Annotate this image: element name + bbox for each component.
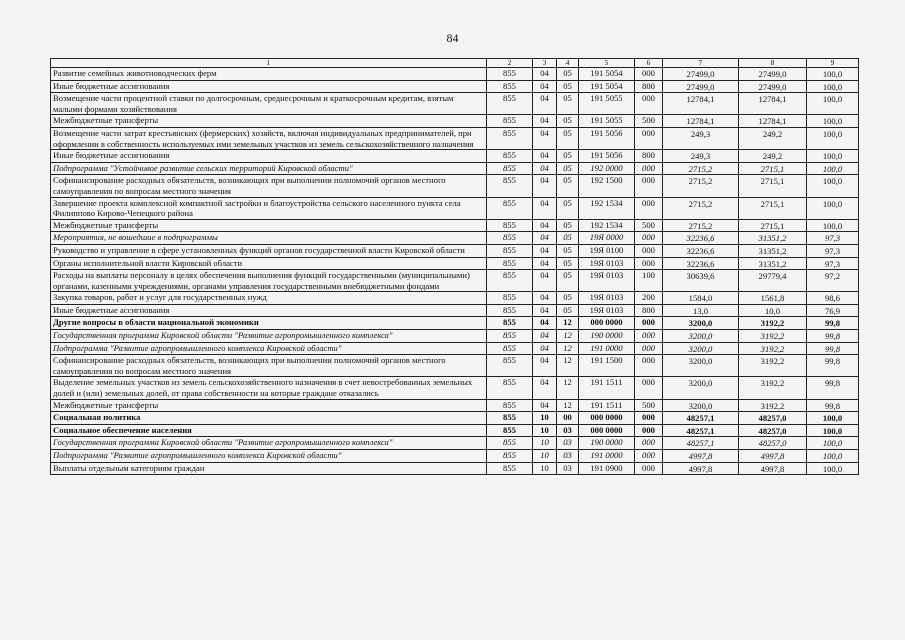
subsection-code-cell: 05 — [557, 197, 579, 219]
chapter-code-cell: 855 — [487, 342, 533, 355]
section-code-cell: 04 — [533, 93, 557, 115]
target-article-cell: 191 5056 — [579, 127, 635, 149]
table-row — [51, 292, 859, 305]
row-name-cell: Органы исполнительной власти Кировской области — [51, 257, 487, 270]
percent-cell: 100,0 — [807, 462, 859, 475]
subsection-code-cell: 12 — [557, 377, 579, 399]
percent-cell: 76,9 — [807, 304, 859, 317]
actual-amount-cell: 48257,0 — [739, 412, 807, 425]
table-row — [51, 330, 859, 343]
expense-type-cell: 200 — [635, 292, 663, 305]
page-number: 84 — [446, 31, 459, 45]
plan-amount-cell: 3200,0 — [663, 330, 739, 343]
row-name-cell: Завершение проекта комплексной компактной застройки и благоустройства сельского населенного пункта села Филиппово Кирово-Чепецкого района — [51, 197, 487, 219]
expense-type-cell: 000 — [635, 377, 663, 399]
header-cell: 1 — [51, 59, 487, 68]
target-article-cell: 192 0000 — [579, 162, 635, 175]
expense-type-cell: 000 — [635, 355, 663, 377]
target-article-cell: 191 1511 — [579, 399, 635, 412]
section-code-cell: 04 — [533, 244, 557, 257]
plan-amount-cell: 3200,0 — [663, 399, 739, 412]
percent-cell: 98,6 — [807, 292, 859, 305]
section-code-cell: 10 — [533, 462, 557, 475]
row-name-cell: Государственная программа Кировской области "Развитие агропромышленного комплекса" — [51, 330, 487, 343]
plan-amount-cell: 48257,1 — [663, 437, 739, 450]
expense-type-cell: 800 — [635, 150, 663, 163]
actual-amount-cell: 249,2 — [739, 150, 807, 163]
subsection-code-cell: 05 — [557, 115, 579, 128]
expense-type-cell: 000 — [635, 450, 663, 463]
subsection-code-cell: 05 — [557, 127, 579, 149]
plan-amount-cell: 3200,0 — [663, 377, 739, 399]
table-row — [51, 127, 859, 149]
subsection-code-cell: 03 — [557, 424, 579, 437]
subsection-code-cell: 12 — [557, 330, 579, 343]
row-name-cell: Софинансирование расходных обязательств, возникающих при выполнении полномочий органов местного самоуправления по вопросам местного значения — [51, 355, 487, 377]
percent-cell: 100,0 — [807, 450, 859, 463]
header-cell: 3 — [533, 59, 557, 68]
actual-amount-cell: 48257,0 — [739, 437, 807, 450]
plan-amount-cell: 48257,1 — [663, 424, 739, 437]
chapter-code-cell: 855 — [487, 462, 533, 475]
chapter-code-cell: 855 — [487, 304, 533, 317]
plan-amount-cell: 48257,1 — [663, 412, 739, 425]
header-cell: 9 — [807, 59, 859, 68]
percent-cell: 99,8 — [807, 330, 859, 343]
percent-cell: 99,8 — [807, 342, 859, 355]
subsection-code-cell: 12 — [557, 355, 579, 377]
expense-type-cell: 500 — [635, 115, 663, 128]
row-name-cell: Подпрограмма "Устойчивое развитие сельских территорий Кировской области" — [51, 162, 487, 175]
table-row — [51, 342, 859, 355]
row-name-cell: Социальное обеспечение населения — [51, 424, 487, 437]
row-name-cell: Софинансирование расходных обязательств, возникающих при выполнении полномочий органов местного самоуправления по вопросам местного значения — [51, 175, 487, 197]
target-article-cell: 192 1534 — [579, 219, 635, 232]
chapter-code-cell: 855 — [487, 219, 533, 232]
chapter-code-cell: 855 — [487, 244, 533, 257]
percent-cell: 100,0 — [807, 68, 859, 81]
plan-amount-cell: 13,0 — [663, 304, 739, 317]
row-name-cell: Подпрограмма "Развитие агропромышленного комплекса Кировской области" — [51, 342, 487, 355]
actual-amount-cell: 2715,1 — [739, 162, 807, 175]
target-article-cell: 19Я 0103 — [579, 257, 635, 270]
subsection-code-cell: 05 — [557, 232, 579, 245]
row-name-cell: Межбюджетные трансферты — [51, 219, 487, 232]
target-article-cell: 192 1500 — [579, 175, 635, 197]
chapter-code-cell: 855 — [487, 292, 533, 305]
percent-cell: 100,0 — [807, 197, 859, 219]
actual-amount-cell: 4997,8 — [739, 450, 807, 463]
actual-amount-cell: 48257,0 — [739, 424, 807, 437]
chapter-code-cell: 855 — [487, 399, 533, 412]
expense-type-cell: 500 — [635, 399, 663, 412]
table-row — [51, 450, 859, 463]
actual-amount-cell: 3192,2 — [739, 355, 807, 377]
row-name-cell: Закупка товаров, работ и услуг для государственных нужд — [51, 292, 487, 305]
chapter-code-cell: 855 — [487, 270, 533, 292]
chapter-code-cell: 855 — [487, 450, 533, 463]
percent-cell: 100,0 — [807, 93, 859, 115]
section-code-cell: 04 — [533, 162, 557, 175]
table-row — [51, 115, 859, 128]
plan-amount-cell: 4997,8 — [663, 450, 739, 463]
section-code-cell: 04 — [533, 232, 557, 245]
percent-cell: 100,0 — [807, 412, 859, 425]
section-code-cell: 04 — [533, 399, 557, 412]
row-name-cell: Межбюджетные трансферты — [51, 115, 487, 128]
percent-cell: 99,8 — [807, 377, 859, 399]
chapter-code-cell: 855 — [487, 197, 533, 219]
plan-amount-cell: 2715,2 — [663, 197, 739, 219]
target-article-cell: 191 0000 — [579, 450, 635, 463]
subsection-code-cell: 05 — [557, 292, 579, 305]
expense-type-cell: 000 — [635, 437, 663, 450]
chapter-code-cell: 855 — [487, 257, 533, 270]
expense-type-cell: 000 — [635, 93, 663, 115]
expense-type-cell: 000 — [635, 244, 663, 257]
header-cell: 2 — [487, 59, 533, 68]
actual-amount-cell: 2715,1 — [739, 175, 807, 197]
plan-amount-cell: 12784,1 — [663, 93, 739, 115]
actual-amount-cell: 31351,2 — [739, 232, 807, 245]
table-row — [51, 317, 859, 330]
table-row — [51, 304, 859, 317]
target-article-cell: 191 5054 — [579, 80, 635, 93]
chapter-code-cell: 855 — [487, 80, 533, 93]
row-name-cell: Выделение земельных участков из земель сельскохозяйственного назначения в счет невостребованных земельных долей и (или) земельных долей, от права собственности на которые граждане отказались — [51, 377, 487, 399]
expense-type-cell: 000 — [635, 342, 663, 355]
row-name-cell: Расходы на выплаты персоналу в целях обеспечения выполнения функций государственными (муниципальными) органами, казенными учреждениями, органами управления государственными внебюджетными фондами — [51, 270, 487, 292]
target-article-cell: 19Я 0103 — [579, 304, 635, 317]
chapter-code-cell: 855 — [487, 162, 533, 175]
chapter-code-cell: 855 — [487, 377, 533, 399]
section-code-cell: 04 — [533, 377, 557, 399]
subsection-code-cell: 03 — [557, 437, 579, 450]
section-code-cell: 04 — [533, 330, 557, 343]
subsection-code-cell: 05 — [557, 219, 579, 232]
expense-type-cell: 000 — [635, 127, 663, 149]
percent-cell: 97,3 — [807, 232, 859, 245]
target-article-cell: 191 0900 — [579, 462, 635, 475]
target-article-cell: 190 0000 — [579, 330, 635, 343]
chapter-code-cell: 855 — [487, 232, 533, 245]
plan-amount-cell: 4997,8 — [663, 462, 739, 475]
percent-cell: 100,0 — [807, 175, 859, 197]
section-code-cell: 04 — [533, 150, 557, 163]
subsection-code-cell: 05 — [557, 68, 579, 81]
subsection-code-cell: 05 — [557, 80, 579, 93]
section-code-cell: 04 — [533, 317, 557, 330]
target-article-cell: 191 5055 — [579, 115, 635, 128]
table-row — [51, 68, 859, 81]
subsection-code-cell: 05 — [557, 175, 579, 197]
table-row — [51, 219, 859, 232]
section-code-cell: 10 — [533, 424, 557, 437]
actual-amount-cell: 27499,0 — [739, 80, 807, 93]
subsection-code-cell: 12 — [557, 399, 579, 412]
header-cell: 4 — [557, 59, 579, 68]
section-code-cell: 04 — [533, 197, 557, 219]
expense-type-cell: 000 — [635, 162, 663, 175]
plan-amount-cell: 32236,6 — [663, 257, 739, 270]
actual-amount-cell: 3192,2 — [739, 342, 807, 355]
percent-cell: 100,0 — [807, 424, 859, 437]
target-article-cell: 192 1534 — [579, 197, 635, 219]
chapter-code-cell: 855 — [487, 93, 533, 115]
section-code-cell: 04 — [533, 270, 557, 292]
expense-type-cell: 000 — [635, 330, 663, 343]
target-article-cell: 191 5055 — [579, 93, 635, 115]
section-code-cell: 04 — [533, 127, 557, 149]
actual-amount-cell: 31351,2 — [739, 244, 807, 257]
row-name-cell: Социальная политика — [51, 412, 487, 425]
table-row — [51, 257, 859, 270]
table-row — [51, 175, 859, 197]
table-row — [51, 197, 859, 219]
percent-cell: 100,0 — [807, 150, 859, 163]
budget-table — [50, 58, 859, 475]
percent-cell: 100,0 — [807, 437, 859, 450]
plan-amount-cell: 3200,0 — [663, 342, 739, 355]
subsection-code-cell: 05 — [557, 270, 579, 292]
actual-amount-cell: 29779,4 — [739, 270, 807, 292]
target-article-cell: 191 5056 — [579, 150, 635, 163]
section-code-cell: 10 — [533, 437, 557, 450]
plan-amount-cell: 2715,2 — [663, 175, 739, 197]
table-row — [51, 462, 859, 475]
actual-amount-cell: 4997,8 — [739, 462, 807, 475]
chapter-code-cell: 855 — [487, 150, 533, 163]
row-name-cell: Иные бюджетные ассигнования — [51, 80, 487, 93]
chapter-code-cell: 855 — [487, 68, 533, 81]
table-row — [51, 232, 859, 245]
actual-amount-cell: 3192,2 — [739, 330, 807, 343]
plan-amount-cell: 12784,1 — [663, 115, 739, 128]
percent-cell: 100,0 — [807, 115, 859, 128]
actual-amount-cell: 10,0 — [739, 304, 807, 317]
plan-amount-cell: 2715,2 — [663, 219, 739, 232]
table-row — [51, 377, 859, 399]
row-name-cell: Руководство и управление в сфере установленных функций органов государственной власти Кировской области — [51, 244, 487, 257]
subsection-code-cell: 03 — [557, 450, 579, 463]
expense-type-cell: 000 — [635, 412, 663, 425]
header-cell: 5 — [579, 59, 635, 68]
section-code-cell: 10 — [533, 412, 557, 425]
subsection-code-cell: 05 — [557, 257, 579, 270]
chapter-code-cell: 855 — [487, 317, 533, 330]
plan-amount-cell: 249,3 — [663, 150, 739, 163]
subsection-code-cell: 05 — [557, 93, 579, 115]
plan-amount-cell: 3200,0 — [663, 317, 739, 330]
target-article-cell: 19Я 0103 — [579, 270, 635, 292]
subsection-code-cell: 12 — [557, 317, 579, 330]
row-name-cell: Государственная программа Кировской области "Развитие агропромышленного комплекса" — [51, 437, 487, 450]
subsection-code-cell: 03 — [557, 462, 579, 475]
percent-cell: 100,0 — [807, 162, 859, 175]
section-code-cell: 04 — [533, 342, 557, 355]
plan-amount-cell: 3200,0 — [663, 355, 739, 377]
section-code-cell: 04 — [533, 292, 557, 305]
plan-amount-cell: 27499,0 — [663, 80, 739, 93]
row-name-cell: Мероприятия, не вошедшие в подпрограммы — [51, 232, 487, 245]
chapter-code-cell: 855 — [487, 115, 533, 128]
section-code-cell: 04 — [533, 115, 557, 128]
expense-type-cell: 000 — [635, 197, 663, 219]
percent-cell: 97,3 — [807, 257, 859, 270]
percent-cell: 99,8 — [807, 399, 859, 412]
table-row — [51, 150, 859, 163]
expense-type-cell: 000 — [635, 257, 663, 270]
chapter-code-cell: 855 — [487, 355, 533, 377]
target-article-cell: 191 5054 — [579, 68, 635, 81]
row-name-cell: Иные бюджетные ассигнования — [51, 304, 487, 317]
plan-amount-cell: 249,3 — [663, 127, 739, 149]
section-code-cell: 10 — [533, 450, 557, 463]
plan-amount-cell: 1584,0 — [663, 292, 739, 305]
section-code-cell: 04 — [533, 304, 557, 317]
percent-cell: 100,0 — [807, 219, 859, 232]
section-code-cell: 04 — [533, 219, 557, 232]
header-cell: 6 — [635, 59, 663, 68]
row-name-cell: Иные бюджетные ассигнования — [51, 150, 487, 163]
section-code-cell: 04 — [533, 68, 557, 81]
target-article-cell: 000 0000 — [579, 424, 635, 437]
table-row — [51, 270, 859, 292]
plan-amount-cell: 27499,0 — [663, 68, 739, 81]
expense-type-cell: 000 — [635, 317, 663, 330]
subsection-code-cell: 05 — [557, 244, 579, 257]
expense-type-cell: 800 — [635, 80, 663, 93]
section-code-cell: 04 — [533, 257, 557, 270]
target-article-cell: 19Я 0000 — [579, 232, 635, 245]
table-row — [51, 412, 859, 425]
actual-amount-cell: 3192,2 — [739, 399, 807, 412]
table-row — [51, 244, 859, 257]
table-body — [51, 59, 859, 475]
percent-cell: 97,3 — [807, 244, 859, 257]
actual-amount-cell: 2715,1 — [739, 197, 807, 219]
table-row — [51, 437, 859, 450]
section-code-cell: 04 — [533, 175, 557, 197]
target-article-cell: 19Я 0103 — [579, 292, 635, 305]
chapter-code-cell: 855 — [487, 412, 533, 425]
row-name-cell: Возмещение части процентной ставки по долгосрочным, среднесрочным и краткосрочным кредитам, взятым малыми формами хозяйствования — [51, 93, 487, 115]
row-name-cell: Подпрограмма "Развитие агропромышленного комплекса Кировской области" — [51, 450, 487, 463]
actual-amount-cell: 31351,2 — [739, 257, 807, 270]
row-name-cell: Выплаты отдельным категориям граждан — [51, 462, 487, 475]
chapter-code-cell: 855 — [487, 437, 533, 450]
chapter-code-cell: 855 — [487, 175, 533, 197]
target-article-cell: 000 0000 — [579, 317, 635, 330]
expense-type-cell: 000 — [635, 68, 663, 81]
expense-type-cell: 000 — [635, 462, 663, 475]
actual-amount-cell: 12784,1 — [739, 115, 807, 128]
expense-type-cell: 000 — [635, 424, 663, 437]
target-article-cell: 19Я 0100 — [579, 244, 635, 257]
actual-amount-cell: 1561,8 — [739, 292, 807, 305]
chapter-code-cell: 855 — [487, 330, 533, 343]
header-cell: 7 — [663, 59, 739, 68]
percent-cell: 100,0 — [807, 80, 859, 93]
table-header-row — [51, 59, 859, 68]
expense-type-cell: 800 — [635, 304, 663, 317]
expense-type-cell: 500 — [635, 219, 663, 232]
row-name-cell: Возмещение части затрат крестьянских (фермерских) хозяйств, включая индивидуальных предпринимателей, при оформлении в собственность используемых ими земельных участков из земель сельскохозяйственного назначения — [51, 127, 487, 149]
chapter-code-cell: 855 — [487, 127, 533, 149]
expense-type-cell: 000 — [635, 175, 663, 197]
target-article-cell: 191 1511 — [579, 377, 635, 399]
row-name-cell: Развитие семейных животноводческих ферм — [51, 68, 487, 81]
expense-type-cell: 000 — [635, 232, 663, 245]
percent-cell: 100,0 — [807, 127, 859, 149]
section-code-cell: 04 — [533, 80, 557, 93]
table-row — [51, 162, 859, 175]
table-row — [51, 80, 859, 93]
plan-amount-cell: 32236,6 — [663, 232, 739, 245]
header-cell: 8 — [739, 59, 807, 68]
table-row — [51, 399, 859, 412]
table-row — [51, 93, 859, 115]
subsection-code-cell: 00 — [557, 412, 579, 425]
subsection-code-cell: 05 — [557, 162, 579, 175]
actual-amount-cell: 249,2 — [739, 127, 807, 149]
subsection-code-cell: 05 — [557, 150, 579, 163]
actual-amount-cell: 3192,2 — [739, 377, 807, 399]
actual-amount-cell: 27499,0 — [739, 68, 807, 81]
target-article-cell: 191 1500 — [579, 355, 635, 377]
percent-cell: 99,8 — [807, 317, 859, 330]
percent-cell: 99,8 — [807, 355, 859, 377]
target-article-cell: 000 0000 — [579, 412, 635, 425]
table-row — [51, 424, 859, 437]
section-code-cell: 04 — [533, 355, 557, 377]
actual-amount-cell: 12784,1 — [739, 93, 807, 115]
subsection-code-cell: 05 — [557, 304, 579, 317]
row-name-cell: Межбюджетные трансферты — [51, 399, 487, 412]
actual-amount-cell: 2715,1 — [739, 219, 807, 232]
plan-amount-cell: 2715,2 — [663, 162, 739, 175]
row-name-cell: Другие вопросы в области национальной экономики — [51, 317, 487, 330]
target-article-cell: 190 0000 — [579, 437, 635, 450]
chapter-code-cell: 855 — [487, 424, 533, 437]
actual-amount-cell: 3192,2 — [739, 317, 807, 330]
table-row — [51, 355, 859, 377]
plan-amount-cell: 30639,6 — [663, 270, 739, 292]
expense-type-cell: 100 — [635, 270, 663, 292]
plan-amount-cell: 32236,6 — [663, 244, 739, 257]
target-article-cell: 191 0000 — [579, 342, 635, 355]
percent-cell: 97,2 — [807, 270, 859, 292]
subsection-code-cell: 12 — [557, 342, 579, 355]
